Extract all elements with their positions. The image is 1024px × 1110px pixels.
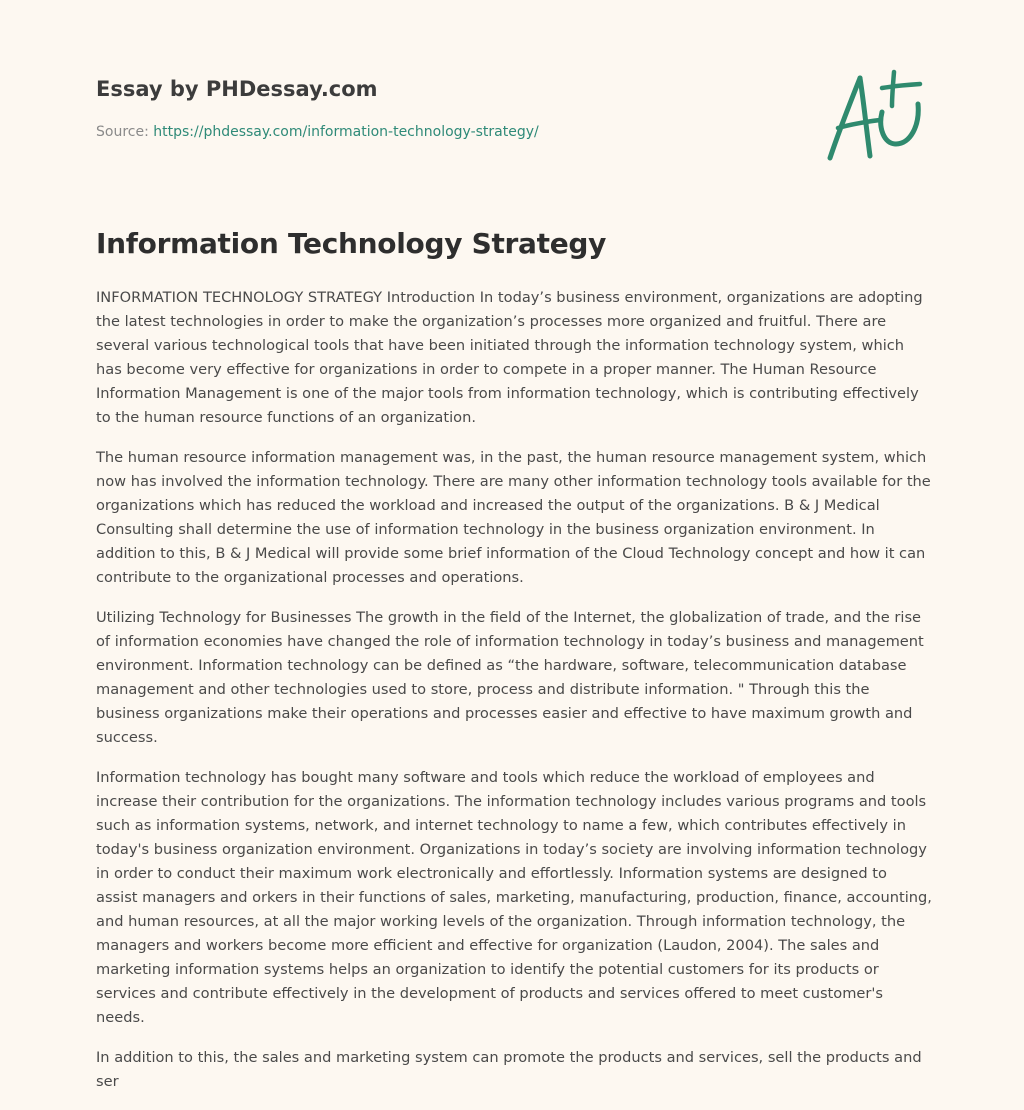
source-line	[96, 122, 796, 142]
essay-title: Information Technology Strategy	[96, 227, 607, 260]
essay-content	[96, 222, 932, 1110]
source-label: Source:	[96, 124, 154, 140]
a-plus-logo-icon	[820, 64, 930, 168]
essay-paragraph: The human resource information management was, in the past, the human resource management system, which now has involved the information technology. There are many other information technology tools available for the organizations which has reduced the workload and increased the output of the organizations. B & J Medical Consulting shall determine the use of information technology in the business organization environment. In addition to this, B & J Medical will provide some brief information of the Cloud Technology concept and how it can contribute to the organizational processes and operations.	[96, 449, 931, 586]
page-header	[96, 74, 796, 142]
site-title: Essay by PHDessay.com	[96, 77, 378, 101]
essay-paragraph: In addition to this, the sales and marketing system can promote the products and services, sell the products and ser	[96, 1049, 922, 1090]
essay-paragraph: Information technology has bought many software and tools which reduce the workload of employees and increase their contribution for the organizations. The information technology includes various programs and tools such as information systems, network, and internet technology to name a few, which contributes effectively in today's business organization environment. Organizations in today’s society are involving information technology in order to conduct their maximum work electronically and effortlessly. Information systems are designed to assist managers and orkers in their functions of sales, marketing, manufacturing, production, finance, accounting, and human resources, at all the major working levels of the organization. Through information technology, the managers and workers become more efficient and effective for organization (Laudon, 2004). The sales and marketing information systems helps an organization to identify the potential customers for its products or services and contribute effectively in the development of products and services offered to meet customer's needs.	[96, 769, 932, 1026]
essay-paragraph: Utilizing Technology for Businesses The growth in the field of the Internet, the globalization of trade, and the rise of information economies have changed the role of information technology in today’s business and management environment. Information technology can be defined as “the hardware, software, telecommunication database management and other technologies used to store, process and distribute information. " Through this the business organizations make their operations and processes easier and effective to have maximum growth and success.	[96, 609, 924, 746]
essay-paragraph: INFORMATION TECHNOLOGY STRATEGY Introduction In today’s business environment, organizations are adopting the latest technologies in order to make the organization’s processes more organized and fruitful. There are several various technological tools that have been initiated through the information technology system, which has become very effective for organizations in order to compete in a proper manner. The Human Resource Information Management is one of the major tools from information technology, which is contributing effectively to the human resource functions of an organization.	[96, 289, 923, 426]
source-link[interactable]: https://phdessay.com/information-technology-strategy/	[153, 124, 539, 140]
